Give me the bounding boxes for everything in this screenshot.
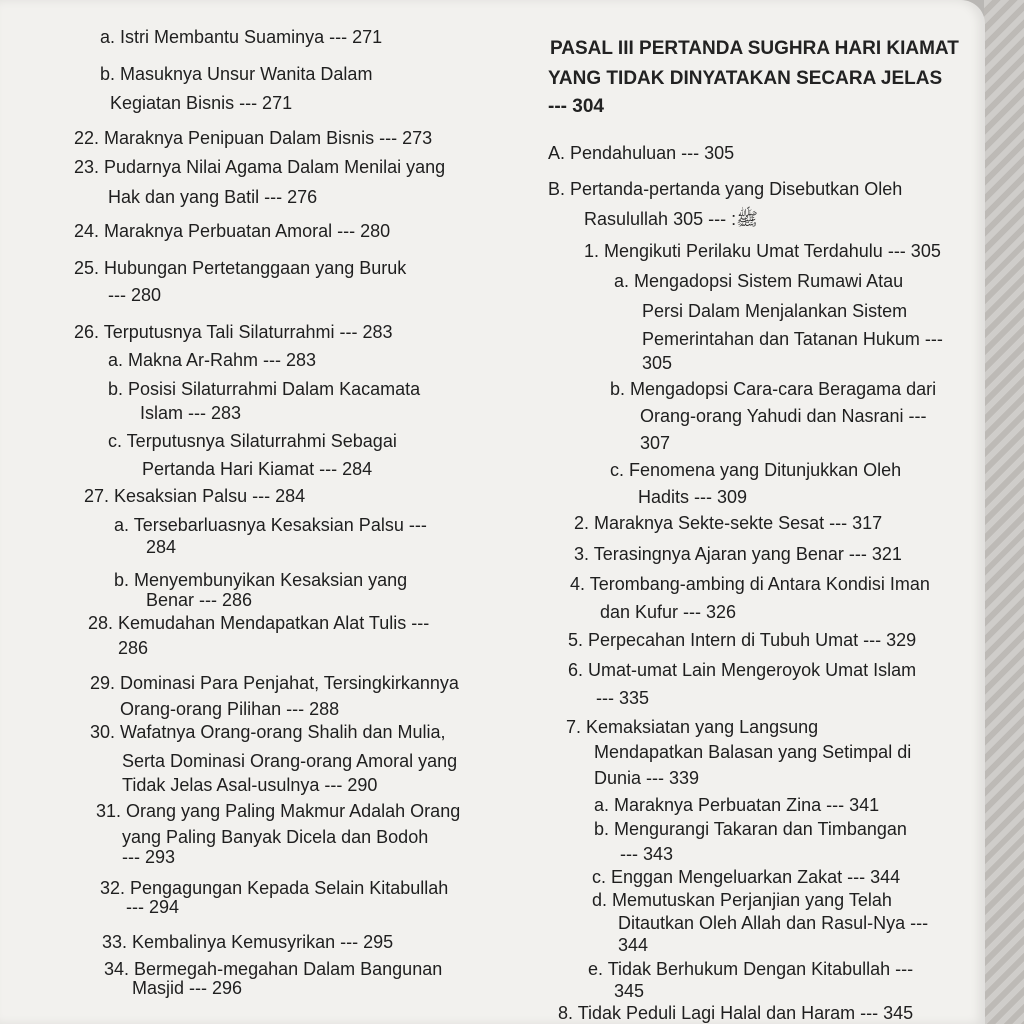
toc-entry-line-7-3: Dunia --- 339 [594,768,700,788]
toc-entry-line-B-1: B. Pertanda-pertanda yang Disebutkan Oleh [548,179,903,199]
toc-entry-line-1a-2: Persi Dalam Menjalankan Sistem [642,301,908,321]
toc-entry-line-30-1: 30. Wafatnya Orang-orang Shalih dan Mulia, [90,722,446,742]
toc-entry-line-7b-2: --- 343 [620,844,674,864]
toc-entry-line-1: 1. Mengikuti Perilaku Umat Terdahulu --- 305 [584,241,941,261]
toc-entry-line-B-2: Rasulullah ﷺ: --- 305 [584,209,758,229]
toc-entry-line-1a-4: 305 [642,353,673,373]
toc-entry-line-26a: a. Makna Ar-Rahm --- 283 [108,350,317,370]
toc-entry-line-23-1: 23. Pudarnya Nilai Agama Dalam Menilai yang [74,157,446,177]
toc-entry-line-27: 27. Kesaksian Palsu --- 284 [84,486,306,506]
toc-entry-line-b-wanita-1: b. Masuknya Unsur Wanita Dalam [100,64,373,84]
toc-entry-line-31-3: --- 293 [122,847,176,867]
toc-entry-line-1b-1: b. Mengadopsi Cara-cara Beragama dari [610,379,937,399]
toc-entry-line-31-2: yang Paling Banyak Dicela dan Bodoh [122,827,429,847]
toc-entry-line-3: 3. Terasingnya Ajaran yang Benar --- 321 [574,544,902,564]
toc-entry-line-6-2: --- 335 [596,688,650,708]
toc-entry-line-7-2: Mendapatkan Balasan yang Setimpal di [594,742,912,762]
toc-entry-line-31-1: 31. Orang yang Paling Makmur Adalah Orang [96,801,461,821]
toc-entry-line-23-2: Hak dan yang Batil --- 276 [108,187,318,207]
chapter-title-line-pasal-2: YANG TIDAK DINYATAKAN SECARA JELAS [548,68,943,89]
toc-entry-line-27b-1: b. Menyembunyikan Kesaksian yang [114,570,408,590]
toc-entry-line-30-2: Serta Dominasi Orang-orang Amoral yang [122,751,458,771]
toc-entry-line-4-2: dan Kufur --- 326 [600,602,737,622]
toc-entry-line-1a-1: a. Mengadopsi Sistem Rumawi Atau [614,271,904,291]
toc-entry-line-32-1: 32. Pengagungan Kepada Selain Kitabullah [100,878,449,898]
toc-entry-line-7d-2: Ditautkan Oleh Allah dan Rasul-Nya --- [618,913,929,933]
toc-entry-line-24: 24. Maraknya Perbuatan Amoral --- 280 [74,221,391,241]
toc-entry-line-27a-1: a. Tersebarluasnya Kesaksian Palsu --- [114,515,427,535]
toc-entry-line-26b-1: b. Posisi Silaturrahmi Dalam Kacamata [108,379,421,399]
toc-entry-line-25-2: --- 280 [108,285,162,305]
toc-entry-line-1c-2: Hadits --- 309 [638,487,748,507]
toc-entry-line-7-1: 7. Kemaksiatan yang Langsung [566,717,819,737]
toc-entry-line-30-3: Tidak Jelas Asal-usulnya --- 290 [122,775,378,795]
toc-entry-line-7e-1: e. Tidak Berhukum Dengan Kitabullah --- [588,959,914,979]
chapter-title-line-pasal-3: --- 304 [548,96,604,117]
toc-entry-line-28-1: 28. Kemudahan Mendapatkan Alat Tulis --- [88,613,430,633]
toc-entry-line-b-wanita-2: Kegiatan Bisnis --- 271 [110,93,293,113]
toc-entry-line-27a-2: 284 [146,537,177,557]
toc-entry-line-7d-3: 344 [618,935,649,955]
toc-entry-line-7d-1: d. Memutuskan Perjanjian yang Telah [592,890,892,910]
toc-entry-line-4-1: 4. Terombang-ambing di Antara Kondisi Iman [570,574,930,594]
toc-entry-line-26b-2: Islam --- 283 [140,403,242,423]
toc-entry-line-26c-2: Pertanda Hari Kiamat --- 284 [142,459,373,479]
toc-entry-line-1b-2: Orang-orang Yahudi dan Nasrani --- [640,406,927,426]
toc-entry-line-8: 8. Tidak Peduli Lagi Halal dan Haram --- 345 [558,1003,914,1023]
toc-entry-line-33: 33. Kembalinya Kemusyrikan --- 295 [102,932,394,952]
toc-entry-line-25-1: 25. Hubungan Pertetanggaan yang Buruk [74,258,407,278]
toc-entry-line-7b-1: b. Mengurangi Takaran dan Timbangan [594,819,907,839]
toc-entry-line-34-1: 34. Bermegah-megahan Dalam Bangunan [104,959,443,979]
toc-entry-line-7c: c. Enggan Mengeluarkan Zakat --- 344 [592,867,901,887]
toc-entry-line-34-2: Masjid --- 296 [132,978,243,998]
toc-entry-line-28-2: 286 [118,638,149,658]
toc-entry-line-A: A. Pendahuluan --- 305 [548,143,735,163]
toc-entry-line-29-2: Orang-orang Pilihan --- 288 [120,699,340,719]
toc-entry-line-6-1: 6. Umat-umat Lain Mengeroyok Umat Islam [568,660,917,680]
toc-entry-line-a-istri: a. Istri Membantu Suaminya --- 271 [100,27,383,47]
toc-entry-line-1c-1: c. Fenomena yang Ditunjukkan Oleh [610,460,902,480]
toc-entry-line-7a: a. Maraknya Perbuatan Zina --- 341 [594,795,880,815]
toc-entry-line-2: 2. Maraknya Sekte-sekte Sesat --- 317 [574,513,883,533]
toc-entry-line-29-1: 29. Dominasi Para Penjahat, Tersingkirkannya [90,673,459,693]
toc-entry-line-1a-3: Pemerintahan dan Tatanan Hukum --- [642,329,943,349]
toc-entry-line-26c-1: c. Terputusnya Silaturrahmi Sebagai [108,431,397,451]
toc-entry-line-26: 26. Terputusnya Tali Silaturrahmi --- 283 [74,322,393,342]
toc-entry-line-7e-2: 345 [614,981,645,1001]
toc-entry-line-22: 22. Maraknya Penipuan Dalam Bisnis --- 273 [74,128,433,148]
background-texture [984,0,1024,1024]
chapter-title-line-pasal-1: PASAL III PERTANDA SUGHRA HARI KIAMAT [550,38,959,59]
toc-entry-line-27b-2: Benar --- 286 [146,590,253,610]
toc-entry-line-1b-3: 307 [640,433,671,453]
toc-entry-line-32-2: --- 294 [126,897,180,917]
toc-entry-line-5: 5. Perpecahan Intern di Tubuh Umat --- 329 [568,630,917,650]
